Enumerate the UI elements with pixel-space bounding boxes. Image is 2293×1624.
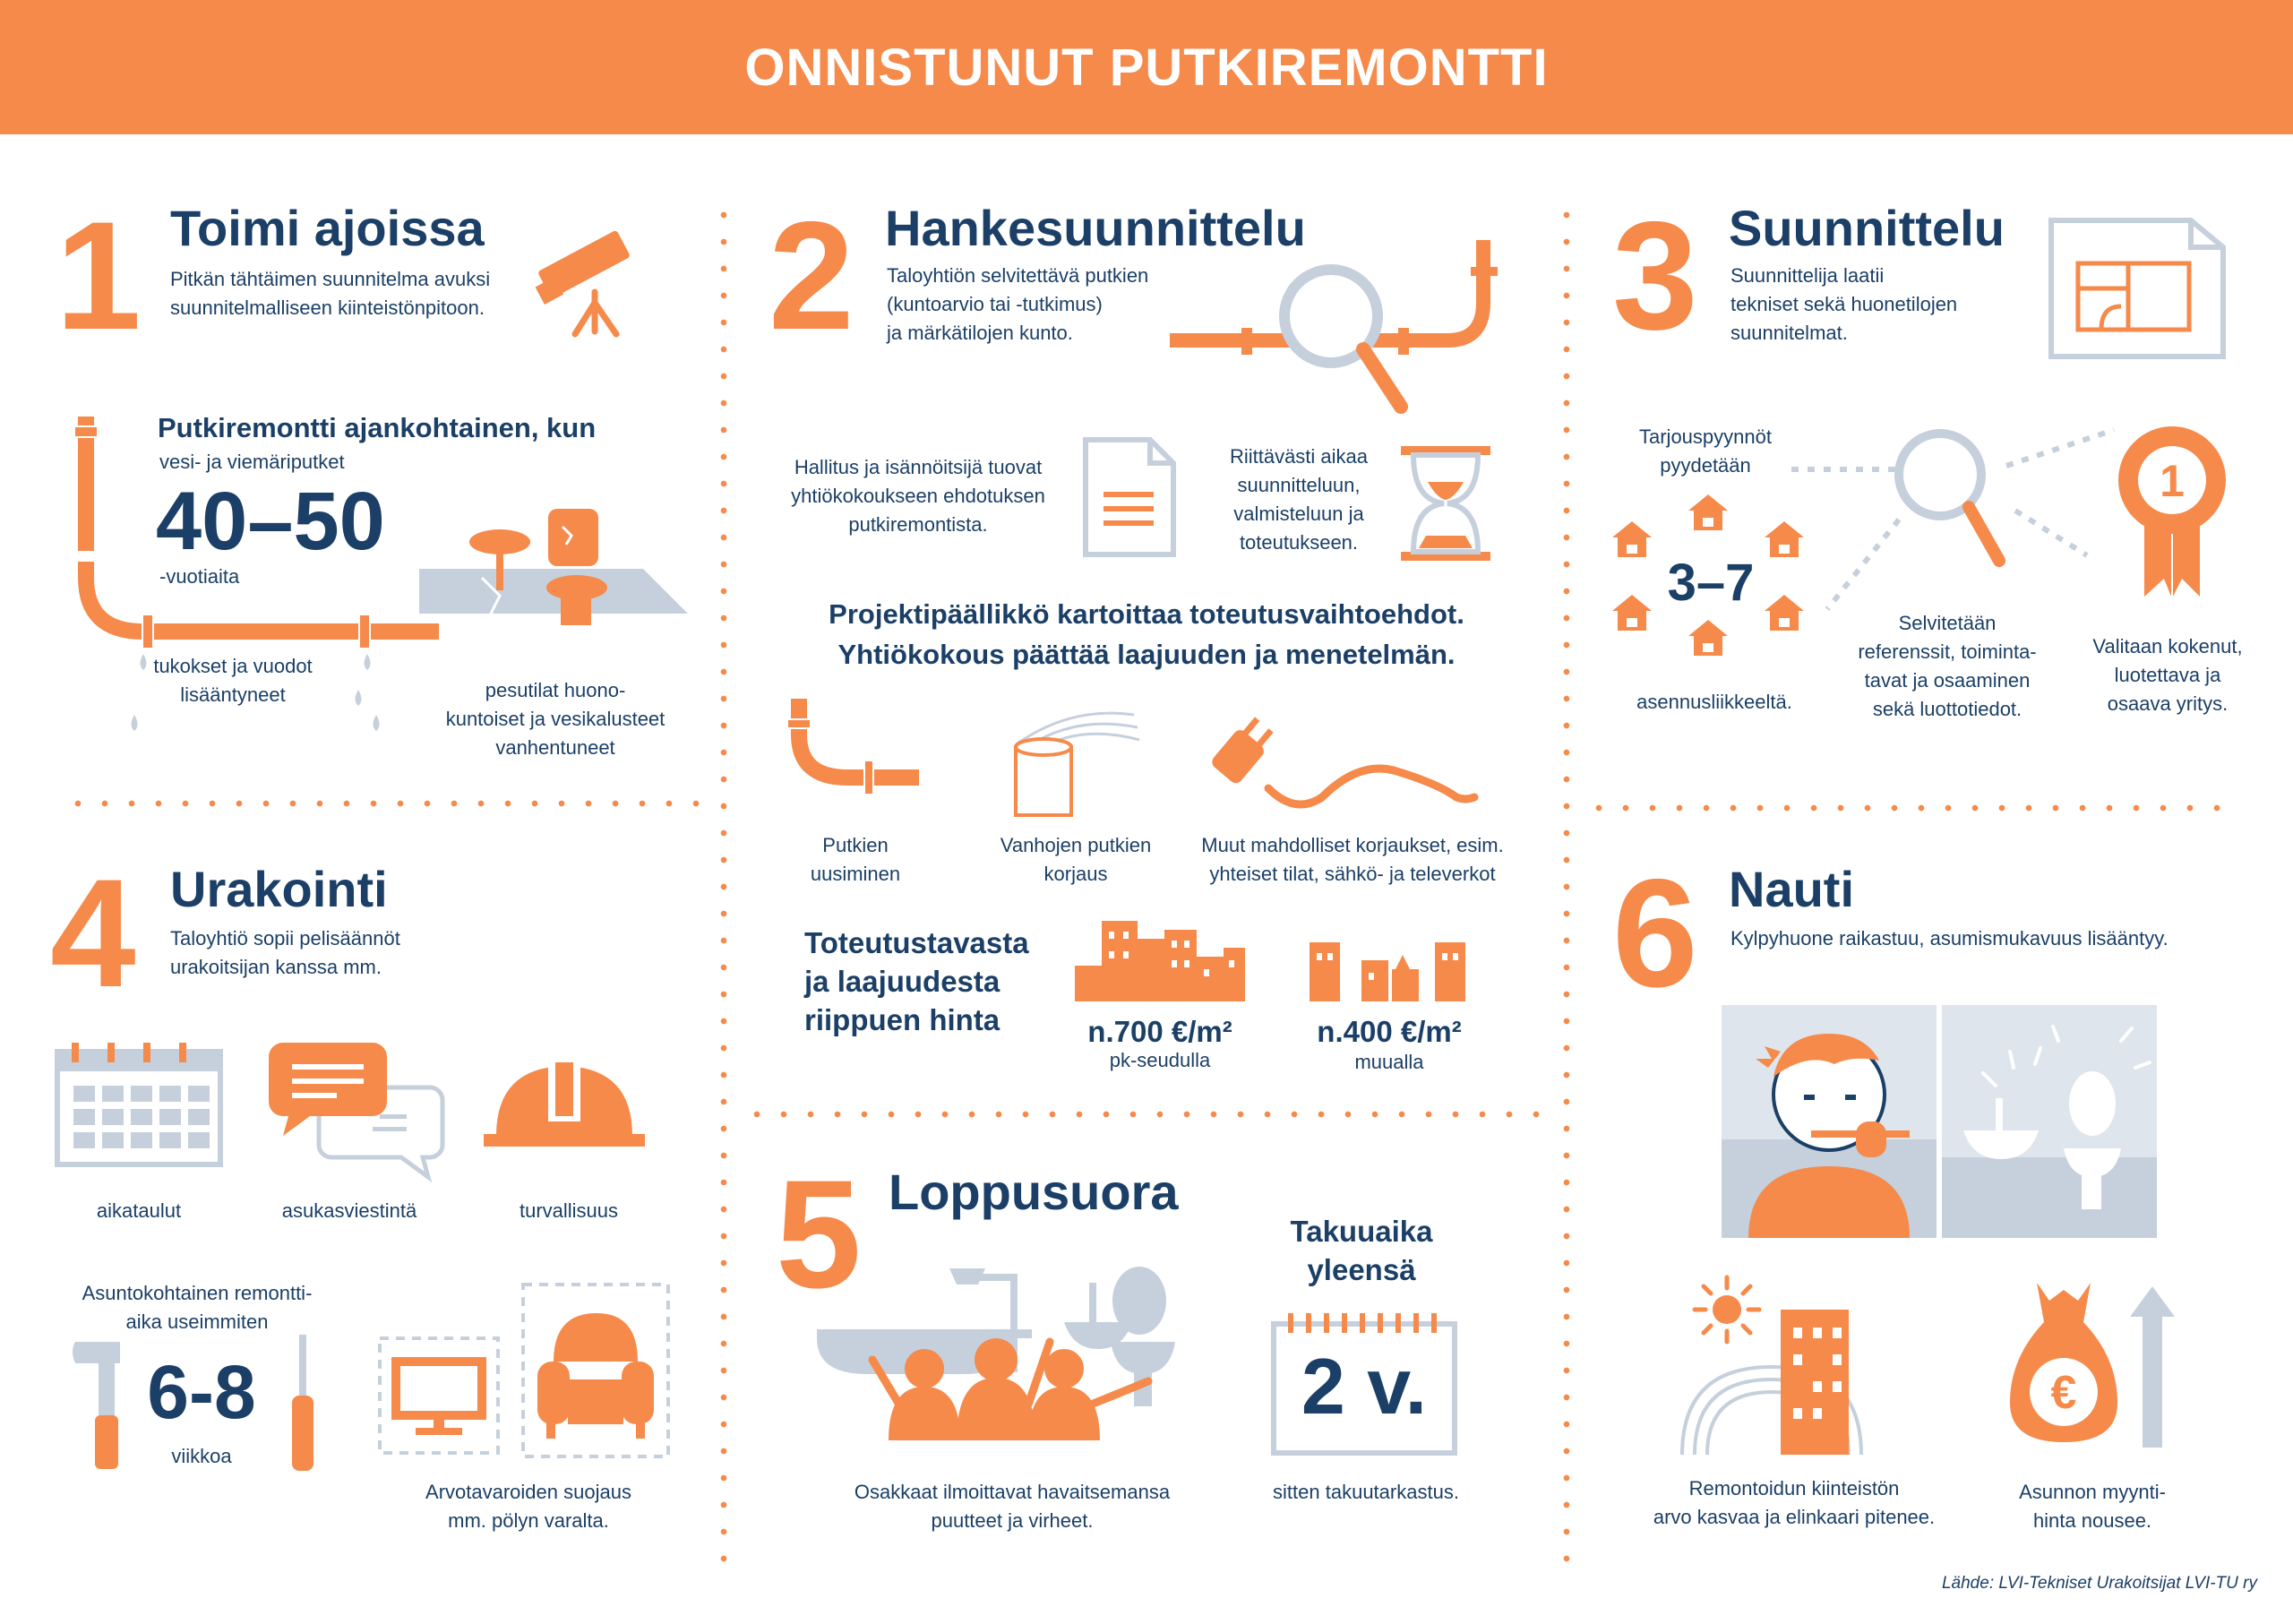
section-description: Pitkän tähtäimen suunnitelma avuksi suunnitelmalliseen kiinteistönpitoon.: [170, 268, 491, 319]
telescope-icon: [530, 213, 647, 330]
city-icon: [1075, 921, 1254, 1001]
step-number: 4: [50, 847, 136, 1019]
magnifier-icon: [1890, 425, 2006, 568]
option-other: Muut mahdolliset korjaukset, esim. yhteiset tilat, sähkö- ja televerkot: [1201, 834, 1504, 885]
leaks-text: tukokset ja vuodot lisääntyneet: [153, 655, 313, 706]
item-schedule: aikataulut: [96, 1199, 182, 1222]
plug-icon: [1206, 717, 1483, 824]
warranty-title: Takuuaika yleensä: [1290, 1215, 1433, 1286]
section-title: Suunnittelu: [1729, 200, 2005, 256]
facilities-text: pesutilat huono- kuntoiset ja vesikalusteet vanhentuneet: [445, 679, 666, 759]
section-title: Nauti: [1729, 861, 1854, 917]
divider: [1585, 804, 2230, 812]
subtitle: Putkiremontti ajankohtainen, kun: [158, 412, 597, 443]
sun-building-icon: [1673, 1277, 1879, 1456]
euro-sign: €: [2050, 1367, 2077, 1419]
award-ribbon-icon: [2114, 421, 2230, 600]
pipe-coating-icon: [1009, 697, 1143, 822]
floorplan-icon: [2048, 217, 2227, 360]
section-title: Urakointi: [170, 861, 388, 917]
company-count: 3–7: [1667, 554, 1755, 612]
header-bar: [0, 0, 2293, 134]
section-title: Toimi ajoissa: [170, 200, 485, 256]
section-description: Taloyhtiö sopii pelisäännöt urakoitsijan kanssa mm.: [170, 927, 400, 978]
hourglass-icon: [1401, 446, 1490, 563]
pipes-label: vesi- ja viemäriputket: [159, 451, 345, 473]
divider: [1563, 202, 1570, 1581]
value-text: Remontoidun kiinteistön arvo kasvaa ja elinkaari pitenee.: [1653, 1477, 1936, 1528]
price-elsewhere: n.400 €/m²: [1317, 1015, 1462, 1048]
valuables-text: Arvotavaroiden suojaus mm. pölyn varalta.: [425, 1481, 631, 1532]
pipe-icon: [54, 408, 448, 676]
step-number: 5: [776, 1148, 862, 1320]
price-capital-location: pk-seudulla: [1109, 1049, 1211, 1071]
pipe-renewal-icon: [785, 699, 928, 806]
toilet-icon: [545, 509, 625, 643]
chat-icon: [269, 1043, 448, 1177]
choose-text: Valitaan kokenut, luotettava ja osaava yritys.: [2092, 635, 2243, 715]
age-unit: -vuotiaita: [159, 565, 240, 588]
section-description: Suunnittelija laatii tekniset sekä huonetilojen suunnitelmat.: [1730, 264, 1958, 344]
board-text: Hallitus ja isännöitsijä tuovat yhtiökokoukseen ehdotuksen putkiremontista.: [791, 456, 1045, 536]
option-renewal: Putkien uusiminen: [810, 834, 901, 885]
section-title: Loppusuora: [889, 1164, 1179, 1220]
warranty-after-text: sitten takuutarkastus.: [1273, 1481, 1459, 1503]
price-elsewhere-location: muualla: [1354, 1051, 1424, 1073]
document-icon: [1080, 434, 1179, 560]
option-repair: Vanhojen putkien korjaus: [1000, 834, 1152, 885]
people-icon: [862, 1306, 1166, 1440]
check-text: Selvitetään referenssit, toiminta- tavat ja osaaminen sekä luottotiedot.: [1858, 612, 2037, 720]
screwdriver-icon: [285, 1335, 321, 1478]
duration-value: 6-8: [147, 1350, 256, 1434]
age-range: 40–50: [156, 476, 385, 567]
duration-unit: viikkoa: [171, 1445, 232, 1467]
step-number: 2: [769, 190, 855, 362]
monitor-icon: [376, 1335, 502, 1460]
money-bag-icon: [2010, 1283, 2117, 1444]
arrow-up-icon: [2130, 1286, 2175, 1448]
city-icon: [1310, 942, 1471, 1005]
source-text: Lähde: LVI-Tekniset Urakoitsijat LVI-TU ry: [1941, 1574, 2257, 1593]
calendar-icon: [54, 1043, 224, 1168]
clean-bathroom-icon: [1942, 1005, 2157, 1238]
section-description: Taloyhtiön selvitettävä putkien (kuntoarvio tai -tutkimus) ja märkätilojen kunto.: [887, 264, 1149, 344]
warranty-value: 2 v.: [1301, 1342, 1428, 1431]
page-title: ONNISTUNUT PUTKIREMONTTI: [744, 38, 1549, 97]
companies-text: asennusliikkeeltä.: [1636, 691, 1792, 713]
hard-hat-icon: [484, 1050, 645, 1148]
divider: [720, 202, 727, 1581]
step-number: 3: [1612, 190, 1698, 362]
section-title: Hankesuunnittelu: [885, 200, 1306, 256]
divider: [743, 1111, 1550, 1118]
divider: [64, 800, 709, 807]
magnifier-pipe-icon: [1170, 231, 1510, 410]
item-safety: turvallisuus: [519, 1199, 619, 1222]
offers-text: Tarjouspyynnöt pyydetään: [1639, 425, 1772, 477]
project-manager-text: Projektipäällikkö kartoittaa toteutusvaihtoehdot. Yhtiökokous päättää laajuuden ja menetelmän.: [829, 598, 1464, 670]
toothbrush-person-icon: [1722, 1005, 1937, 1238]
step-number: 6: [1612, 847, 1698, 1019]
step-number: 1: [56, 190, 142, 362]
price-capital: n.700 €/m²: [1087, 1015, 1232, 1048]
armchair-icon: [520, 1281, 672, 1460]
residents-text: Osakkaat ilmoittavat havaitsemansa puutteet ja virheet.: [854, 1481, 1171, 1532]
item-communication: asukasviestintä: [281, 1199, 417, 1222]
price-label: Toteutustavasta ja laajuudesta riippuen hinta: [804, 926, 1029, 1036]
section-description: Kylpyhuone raikastuu, asumismukavuus lisääntyy.: [1730, 927, 2168, 949]
price-text: Asunnon myynti- hinta nousee.: [2019, 1481, 2166, 1532]
time-text: Riittävästi aikaa suunnitteluun, valmisteluun ja toteutukseen.: [1229, 445, 1369, 554]
award-number: 1: [2160, 456, 2185, 506]
duration-label: Asuntokohtainen remontti- aika useimmiten: [82, 1282, 313, 1333]
